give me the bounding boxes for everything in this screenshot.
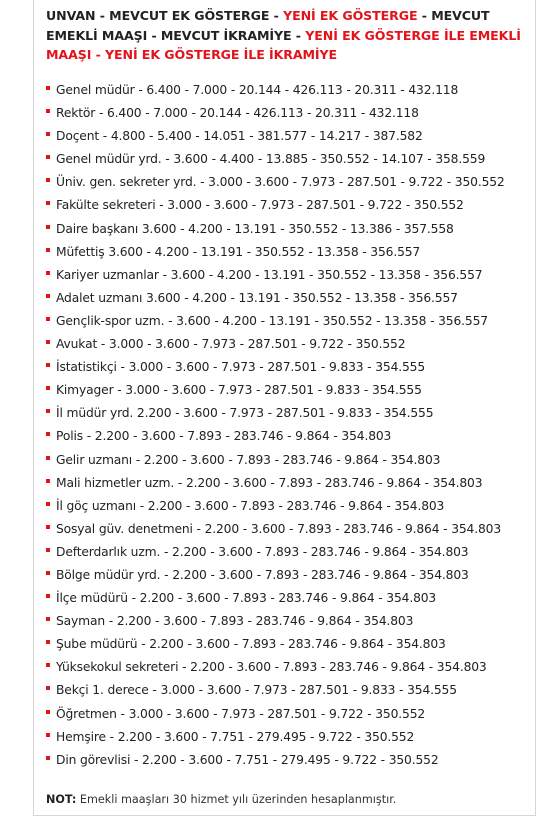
list-item-text: Bölge müdür yrd. - 2.200 - 3.600 - 7.893 - 283.746 - 9.864 - 354.803 <box>56 567 469 582</box>
header-segment-highlight: YENİ EK GÖSTERGE İLE EMEKLİ MAAŞI - YENİ EK GÖSTERGE İLE İKRAMİYE <box>46 27 521 62</box>
bullet-icon <box>46 294 50 298</box>
bullet-icon <box>46 686 50 690</box>
list-item <box>46 704 532 727</box>
bullet-icon <box>46 271 50 275</box>
list-item-text: Daire başkanı 3.600 - 4.200 - 13.191 - 350.552 - 13.386 - 357.558 <box>56 221 454 236</box>
list-item-text: İl müdür yrd. 2.200 - 3.600 - 7.973 - 287.501 - 9.833 - 354.555 <box>56 406 434 421</box>
list-item-text: Genel müdür yrd. - 3.600 - 4.400 - 13.885 - 350.552 - 14.107 - 358.559 <box>56 152 486 167</box>
footnote-text: Emekli maaşları 30 hizmet yılı üzerinden hesaplanmıştır. <box>76 793 397 806</box>
position-list <box>46 80 532 773</box>
bullet-icon <box>46 409 50 413</box>
list-item-text: Adalet uzmanı 3.600 - 4.200 - 13.191 - 350.552 - 13.358 - 356.557 <box>56 290 458 305</box>
list-item-text: İstatistikçi - 3.000 - 3.600 - 7.973 - 287.501 - 9.833 - 354.555 <box>56 360 426 375</box>
bullet-icon <box>46 340 50 344</box>
bullet-icon <box>46 155 50 159</box>
list-item-text: Hemşire - 2.200 - 3.600 - 7.751 - 279.495 - 9.722 - 350.552 <box>56 729 415 744</box>
bullet-icon <box>46 756 50 760</box>
list-item <box>46 126 532 149</box>
header-segment: - MEVCUT EMEKLİ MAAŞI - MEVCUT İKRAMİYE - <box>46 8 490 43</box>
list-item-text: Gelir uzmanı - 2.200 - 3.600 - 7.893 - 283.746 - 9.864 - 354.803 <box>56 452 441 467</box>
list-item <box>46 242 532 265</box>
header-segment: UNVAN - MEVCUT EK GÖSTERGE - <box>46 8 284 23</box>
list-item-text: Polis - 2.200 - 3.600 - 7.893 - 283.746 - 9.864 - 354.803 <box>56 429 392 444</box>
list-item <box>46 265 532 288</box>
list-item <box>46 195 532 218</box>
list-item <box>46 426 532 449</box>
list-item <box>46 750 532 773</box>
list-item-text: Genel müdür - 6.400 - 7.000 - 20.144 - 426.113 - 20.311 - 432.118 <box>56 83 459 97</box>
bullet-icon <box>46 502 50 506</box>
list-item <box>46 80 532 103</box>
list-item <box>46 357 532 380</box>
bullet-icon <box>46 178 50 182</box>
footnote-label: NOT: <box>46 793 77 806</box>
list-item <box>46 380 532 403</box>
list-item <box>46 727 532 750</box>
bullet-icon <box>46 640 50 644</box>
list-item <box>46 657 532 680</box>
bullet-icon <box>46 132 50 136</box>
bullet-icon <box>46 548 50 552</box>
bullet-icon <box>46 594 50 598</box>
list-item <box>46 288 532 311</box>
bullet-icon <box>46 109 50 113</box>
bullet-icon <box>46 663 50 667</box>
list-item <box>46 219 532 242</box>
list-item-text: Şube müdürü - 2.200 - 3.600 - 7.893 - 283.746 - 9.864 - 354.803 <box>56 637 446 652</box>
header-segment-highlight: YENİ EK GÖSTERGE <box>283 8 418 23</box>
list-item-text: Din görevlisi - 2.200 - 3.600 - 7.751 - 279.495 - 9.722 - 350.552 <box>56 752 439 767</box>
list-item-text: Defterdarlık uzm. - 2.200 - 3.600 - 7.893 - 283.746 - 9.864 - 354.803 <box>56 544 469 559</box>
list-item-text: Gençlik-spor uzm. - 3.600 - 4.200 - 13.191 - 350.552 - 13.358 - 356.557 <box>56 313 488 328</box>
list-item <box>46 496 532 519</box>
list-item <box>46 542 532 565</box>
bullet-icon <box>46 225 50 229</box>
bullet-icon <box>46 710 50 714</box>
list-item-text: Sosyal güv. denetmeni - 2.200 - 3.600 - 7.893 - 283.746 - 9.864 - 354.803 <box>56 521 502 536</box>
bullet-icon <box>46 248 50 252</box>
list-item-text: Bekçi 1. derece - 3.000 - 3.600 - 7.973 - 287.501 - 9.833 - 354.555 <box>56 683 457 698</box>
list-item <box>46 172 532 195</box>
list-item-text: İl göç uzmanı - 2.200 - 3.600 - 7.893 - 283.746 - 9.864 - 354.803 <box>56 498 445 513</box>
footnote <box>46 792 396 808</box>
bullet-icon <box>46 617 50 621</box>
list-item <box>46 403 532 426</box>
bullet-icon <box>46 317 50 321</box>
list-item <box>46 634 532 657</box>
bullet-icon <box>46 525 50 529</box>
bullet-icon <box>46 733 50 737</box>
list-item <box>46 103 532 126</box>
bullet-icon <box>46 201 50 205</box>
list-item-text: Öğretmen - 3.000 - 3.600 - 7.973 - 287.501 - 9.722 - 350.552 <box>56 706 426 721</box>
table-header <box>46 6 532 65</box>
list-item-text: Kimyager - 3.000 - 3.600 - 7.973 - 287.501 - 9.833 - 354.555 <box>56 383 422 398</box>
list-item <box>46 611 532 634</box>
list-item <box>46 565 532 588</box>
bullet-icon <box>46 479 50 483</box>
list-item-text: Rektör - 6.400 - 7.000 - 20.144 - 426.113 - 20.311 - 432.118 <box>56 106 419 121</box>
list-item <box>46 473 532 496</box>
list-item-text: Sayman - 2.200 - 3.600 - 7.893 - 283.746 - 9.864 - 354.803 <box>56 614 414 629</box>
list-item <box>46 519 532 542</box>
list-item <box>46 311 532 334</box>
bullet-icon <box>46 86 50 90</box>
list-item-text: Avukat - 3.000 - 3.600 - 7.973 - 287.501 - 9.722 - 350.552 <box>56 337 406 352</box>
list-item <box>46 450 532 473</box>
list-item-text: Kariyer uzmanlar - 3.600 - 4.200 - 13.191 - 350.552 - 13.358 - 356.557 <box>56 267 483 282</box>
list-item-text: İlçe müdürü - 2.200 - 3.600 - 7.893 - 283.746 - 9.864 - 354.803 <box>56 591 437 606</box>
list-item-text: Fakülte sekreteri - 3.000 - 3.600 - 7.973 - 287.501 - 9.722 - 350.552 <box>56 198 464 213</box>
bullet-icon <box>46 571 50 575</box>
bullet-icon <box>46 386 50 390</box>
list-item <box>46 149 532 172</box>
list-item-text: Üniv. gen. sekreter yrd. - 3.000 - 3.600 - 7.973 - 287.501 - 9.722 - 350.552 <box>56 175 505 190</box>
bullet-icon <box>46 363 50 367</box>
list-item-text: Müfettiş 3.600 - 4.200 - 13.191 - 350.552 - 13.358 - 356.557 <box>56 244 421 259</box>
bullet-icon <box>46 456 50 460</box>
list-item <box>46 334 532 357</box>
bullet-icon <box>46 432 50 436</box>
list-item-text: Yüksekokul sekreteri - 2.200 - 3.600 - 7.893 - 283.746 - 9.864 - 354.803 <box>56 660 487 675</box>
list-item-text: Doçent - 4.800 - 5.400 - 14.051 - 381.577 - 14.217 - 387.582 <box>56 129 423 144</box>
list-item <box>46 588 532 611</box>
list-item <box>46 680 532 703</box>
list-item-text: Mali hizmetler uzm. - 2.200 - 3.600 - 7.893 - 283.746 - 9.864 - 354.803 <box>56 475 483 490</box>
